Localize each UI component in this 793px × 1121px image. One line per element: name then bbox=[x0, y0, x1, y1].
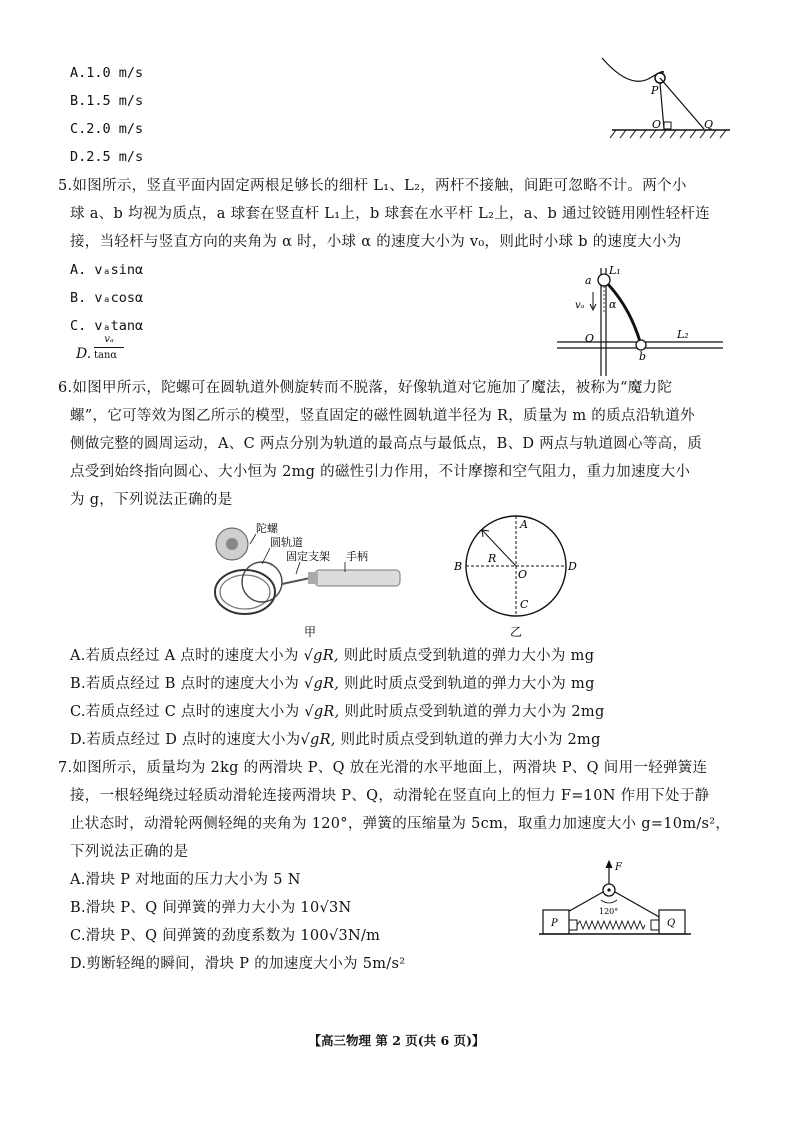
q5-option-d-num: vₐ bbox=[104, 334, 114, 345]
q6-option-a-root: √gR, bbox=[303, 648, 339, 664]
q6-photo-figure bbox=[200, 522, 415, 642]
q5-label-l1: L₁ bbox=[609, 264, 621, 277]
q6-photo-label-guidao: 圆轨道 bbox=[270, 536, 303, 549]
q6-option-b-pre: B.若质点经过 B 点时的速度大小为 bbox=[70, 676, 304, 692]
q4-label-q: Q bbox=[704, 118, 714, 131]
q5-stem-line3: 接，当轻杆与竖直方向的夹角为 α 时，小球 α 的速度大小为 v₀，则此时小球 b 的速度大小为 bbox=[70, 234, 682, 250]
q6-option-a-post: 则此时质点受到轨道的弹力大小为 mg bbox=[338, 648, 595, 664]
q6-circle-figure bbox=[452, 512, 592, 642]
q5-label-o: O bbox=[585, 332, 595, 345]
q4-label-p: P bbox=[651, 84, 659, 97]
q7-option-b: B.滑块 P、Q 间弹簧的弹力大小为 10√3N bbox=[70, 900, 352, 916]
q6-circle-caption: 乙 bbox=[510, 625, 523, 639]
q4-option-a: A.1.0 m/s bbox=[70, 65, 144, 81]
q6-option-d bbox=[70, 731, 601, 749]
q5-option-c: C. vₐtanα bbox=[70, 318, 144, 334]
q6-option-d-post: 则此时质点受到轨道的弹力大小为 2mg bbox=[335, 732, 601, 748]
q4-label-o: O bbox=[652, 118, 662, 131]
q7-option-d: D.剪断轻绳的瞬间，滑块 P 的加速度大小为 5m/s² bbox=[70, 956, 406, 972]
q6-label-c: C bbox=[520, 598, 529, 611]
q6-label-a: A bbox=[520, 518, 528, 531]
q6-label-d: D bbox=[568, 560, 577, 573]
q6-option-d-root: √gR, bbox=[300, 732, 336, 748]
q5-label-a: a bbox=[585, 274, 592, 287]
q6-option-c-root: √gR, bbox=[304, 704, 340, 720]
q7-stem-line3: 止状态时，动滑轮两侧轻绳的夹角为 120°，弹簧的压缩量为 5cm，取重力加速度大小 g=10m/s²， bbox=[70, 816, 731, 832]
q6-stem-line2: 螺”，它可等效为图乙所示的模型，竖直固定的磁性圆轨道半径为 R，质量为 m 的质点沿轨道外 bbox=[70, 408, 695, 424]
q6-option-d-pre: D.若质点经过 D 点时的速度大小为 bbox=[70, 732, 301, 748]
q7-label-f: F bbox=[615, 862, 622, 873]
q6-option-b-root: √gR, bbox=[303, 676, 340, 692]
q5-option-a: A. vₐsinα bbox=[70, 262, 144, 278]
q6-option-a-pre: A.若质点经过 A 点时的速度大小为 bbox=[70, 648, 304, 664]
q6-stem-line1: 6.如图甲所示，陀螺可在圆轨道外侧旋转而不脱落，好像轨道对它施加了魔法，被称为“魔力陀 bbox=[58, 380, 673, 396]
q6-photo-label-tuoluo: 陀螺 bbox=[256, 522, 278, 535]
q5-stem-line2: 球 a、b 均视为质点，a 球套在竖直杆 L₁上，b 球套在水平杆 L₂上，a、b 通过铰链用刚性轻杆连 bbox=[70, 206, 711, 222]
q6-option-c-pre: C.若质点经过 C 点时的速度大小为 bbox=[70, 704, 305, 720]
q6-photo-label-shoubing: 手柄 bbox=[346, 550, 368, 563]
q6-stem-line3: 侧做完整的圆周运动，A、C 两点分别为轨道的最高点与最低点，B、D 两点与轨道圆心等高，质 bbox=[70, 436, 703, 452]
q4-figure bbox=[600, 50, 740, 142]
q4-option-b: B.1.5 m/s bbox=[70, 93, 144, 109]
q7-label-p: P bbox=[551, 918, 558, 929]
q6-label-b: B bbox=[454, 560, 463, 573]
q6-option-a bbox=[70, 647, 594, 665]
q6-label-o: O bbox=[518, 568, 528, 581]
q5-option-d-prefix: D. bbox=[76, 346, 92, 362]
q7-option-c: C.滑块 P、Q 间弹簧的劲度系数为 100√3N/m bbox=[70, 928, 381, 944]
q7-stem-line1: 7.如图所示，质量均为 2kg 的两滑块 P、Q 放在光滑的水平地面上，两滑块 P、Q 间用一轻弹簧连 bbox=[58, 760, 708, 776]
q6-option-c-post: 则此时质点受到轨道的弹力大小为 2mg bbox=[339, 704, 605, 720]
q7-label-angle: 120° bbox=[599, 907, 619, 916]
q6-option-c bbox=[70, 703, 605, 721]
q5-figure bbox=[555, 258, 725, 378]
q5-stem-line1: 5.如图所示，竖直平面内固定两根足够长的细杆 L₁、L₂，两杆不接触，间距可忽略不计。两个小 bbox=[58, 178, 687, 194]
q5-label-va: vₐ bbox=[575, 300, 585, 311]
q6-option-b bbox=[70, 675, 595, 693]
q6-label-r: R bbox=[488, 552, 497, 565]
q6-stem-line4: 点受到始终指向圆心、大小恒为 2mg 的磁性引力作用，不计摩擦和空气阻力，重力加速度大小 bbox=[70, 464, 691, 480]
q7-stem-line2: 接，一根轻绳绕过轻质动滑轮连接两滑块 P、Q，动滑轮在竖直向上的恒力 F=10N 作用下处于静 bbox=[70, 788, 710, 804]
q5-label-alpha: α bbox=[609, 298, 617, 311]
q5-option-d-den: tanα bbox=[94, 350, 118, 361]
q6-option-b-post: 则此时质点受到轨道的弹力大小为 mg bbox=[339, 676, 595, 692]
q5-label-l2: L₂ bbox=[677, 328, 689, 341]
q6-stem-line5: 为 g，下列说法正确的是 bbox=[70, 492, 233, 508]
q7-figure bbox=[535, 856, 695, 946]
q6-photo-caption: 甲 bbox=[304, 625, 317, 639]
q7-label-q: Q bbox=[667, 918, 676, 929]
q4-option-d: D.2.5 m/s bbox=[70, 149, 144, 165]
q6-photo-label-zhijia: 固定支架 bbox=[286, 550, 330, 563]
q5-option-b: B. vₐcosα bbox=[70, 290, 144, 306]
q4-option-c: C.2.0 m/s bbox=[70, 121, 144, 137]
page-footer: 【高三物理 第 2 页(共 6 页)】 bbox=[308, 1033, 485, 1048]
q7-option-a: A.滑块 P 对地面的压力大小为 5 N bbox=[70, 872, 301, 888]
q7-stem-line4: 下列说法正确的是 bbox=[70, 844, 189, 860]
q5-label-b: b bbox=[639, 350, 647, 363]
